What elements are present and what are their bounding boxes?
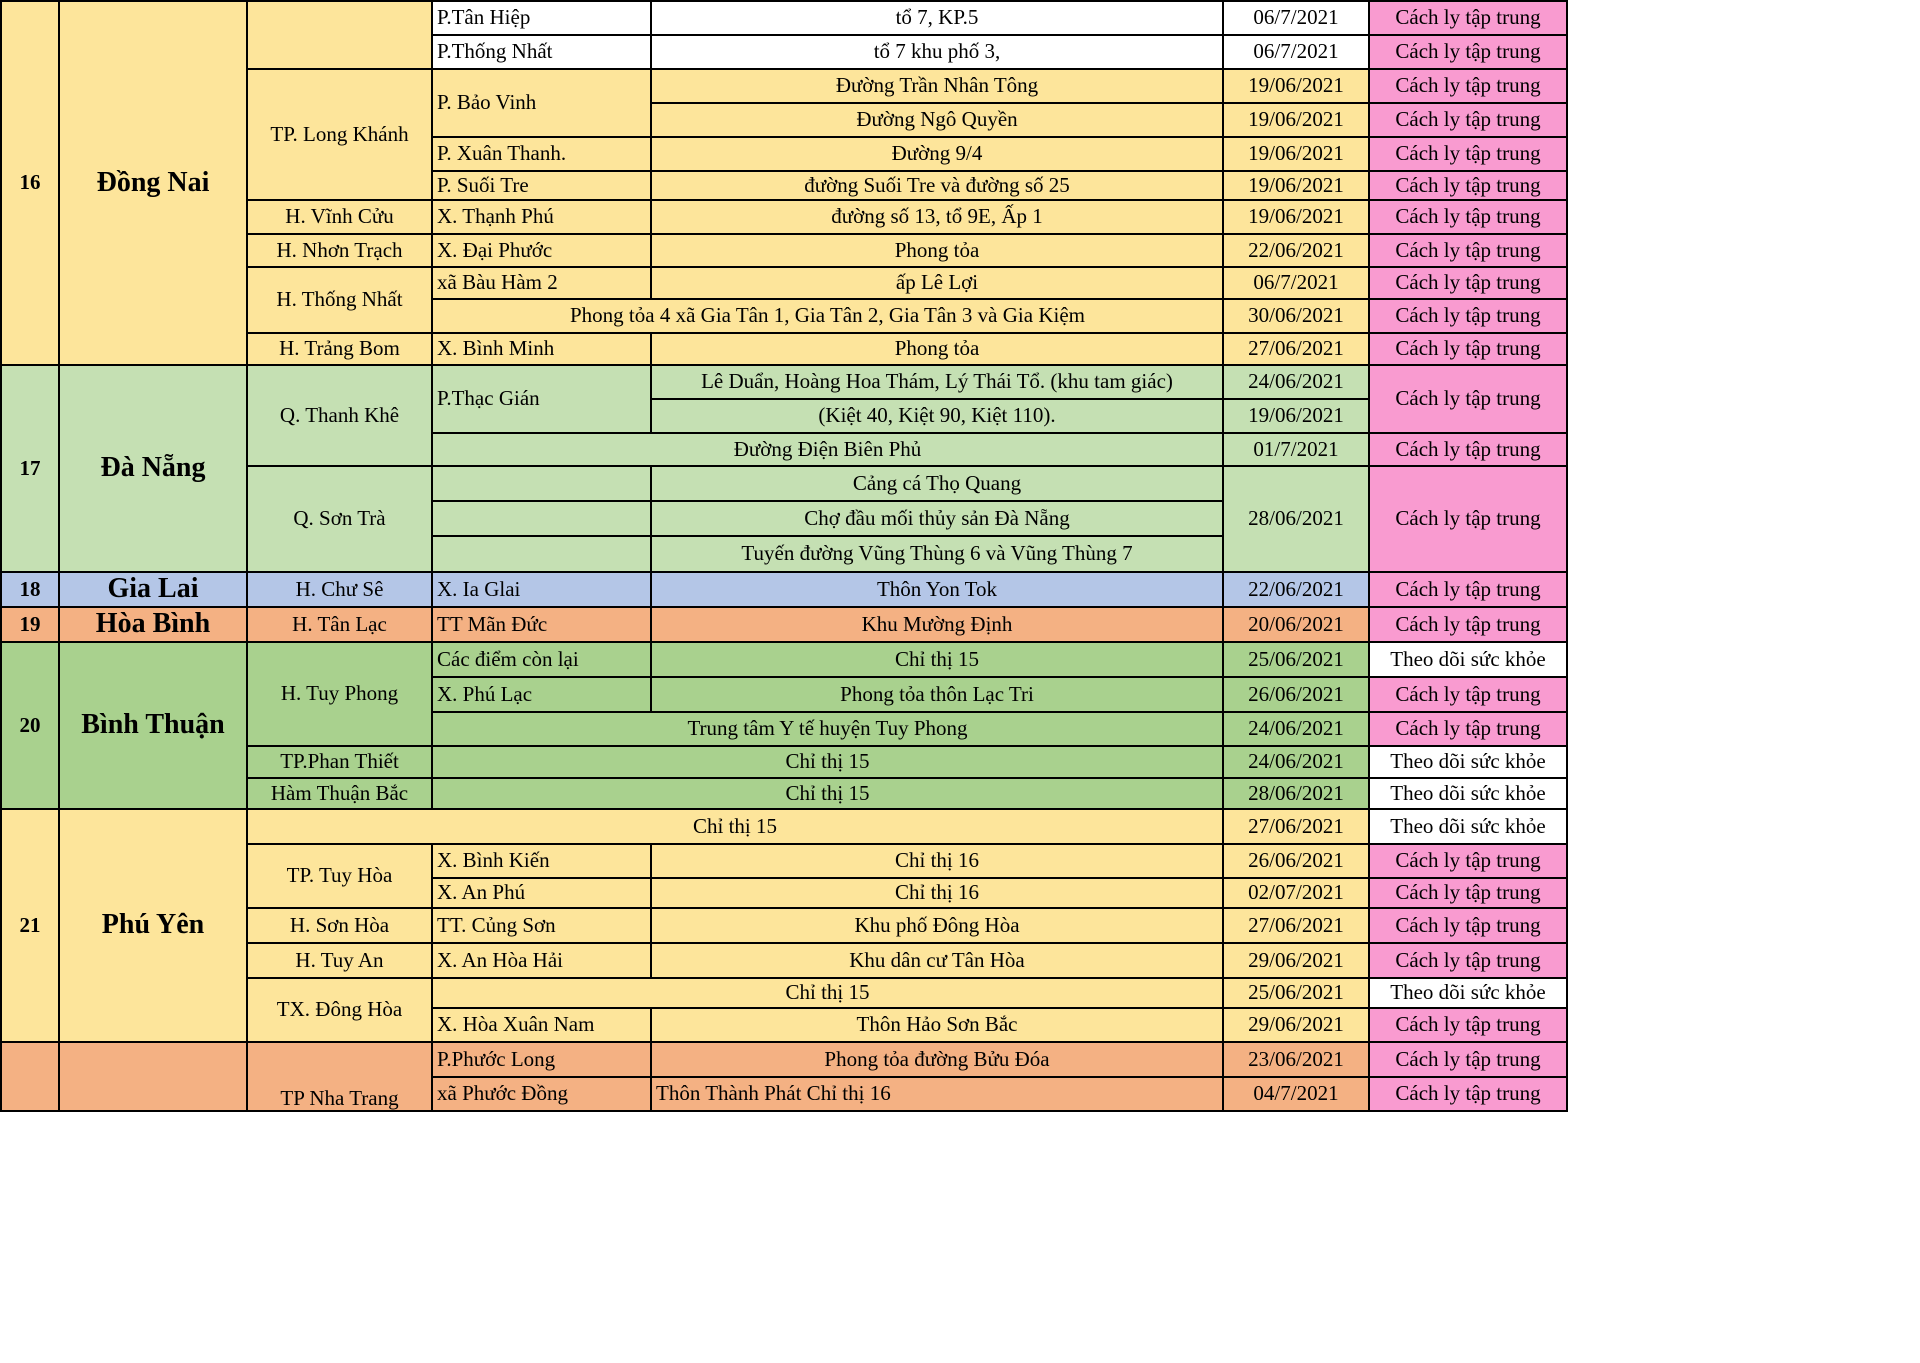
date-cell: 02/07/2021 (1223, 878, 1369, 908)
status-cell: Cách ly tập trung (1369, 69, 1567, 103)
location-cell: Tuyến đường Vũng Thùng 6 và Vũng Thùng 7 (651, 536, 1223, 572)
ward-cell: xã Bàu Hàm 2 (432, 267, 651, 299)
ward-cell: X. Phú Lạc (432, 677, 651, 712)
location-cell: Phong tỏa 4 xã Gia Tân 1, Gia Tân 2, Gia Tân 3 và Gia Kiệm (432, 299, 1223, 333)
date-cell: 19/06/2021 (1223, 69, 1369, 103)
ward-cell: P.Phước Long (432, 1042, 651, 1077)
ward-cell: X. An Hòa Hải (432, 943, 651, 978)
status-cell: Cách ly tập trung (1369, 35, 1567, 69)
date-cell: 29/06/2021 (1223, 943, 1369, 978)
table-row (1, 1, 1567, 35)
stt-cell: 17 (1, 365, 59, 572)
stt-cell: 20 (1, 642, 59, 809)
date-cell: 04/7/2021 (1223, 1077, 1369, 1111)
ward-cell: P.Thạc Gián (432, 365, 651, 433)
location-cell: Chỉ thị 15 (432, 978, 1223, 1008)
status-cell: Cách ly tập trung (1369, 712, 1567, 746)
status-cell: Cách ly tập trung (1369, 433, 1567, 466)
date-cell: 19/06/2021 (1223, 200, 1369, 234)
location-cell: đường Suối Tre và đường số 25 (651, 171, 1223, 200)
date-cell: 24/06/2021 (1223, 365, 1369, 399)
date-cell: 28/06/2021 (1223, 466, 1369, 572)
date-cell: 27/06/2021 (1223, 333, 1369, 365)
status-cell: Theo dõi sức khỏe (1369, 642, 1567, 677)
ward-cell: X. Đại Phước (432, 234, 651, 267)
ward-cell: P.Thống Nhất (432, 35, 651, 69)
location-cell: Đường 9/4 (651, 137, 1223, 171)
ward-cell: P. Xuân Thanh. (432, 137, 651, 171)
location-cell: Phong tỏa đường Bửu Đóa (651, 1042, 1223, 1077)
table-row (1, 1042, 1567, 1077)
stt-cell (1, 1042, 59, 1111)
date-cell: 20/06/2021 (1223, 607, 1369, 642)
status-cell: Cách ly tập trung (1369, 466, 1567, 572)
status-cell: Cách ly tập trung (1369, 333, 1567, 365)
location-cell: Chỉ thị 15 (432, 746, 1223, 778)
location-cell: Phong tỏa thôn Lạc Tri (651, 677, 1223, 712)
status-cell: Cách ly tập trung (1369, 234, 1567, 267)
stt-cell: 19 (1, 607, 59, 642)
date-cell: 27/06/2021 (1223, 908, 1369, 943)
date-cell: 06/7/2021 (1223, 1, 1369, 35)
ward-cell: X. Bình Minh (432, 333, 651, 365)
date-cell: 30/06/2021 (1223, 299, 1369, 333)
status-cell: Theo dõi sức khỏe (1369, 978, 1567, 1008)
location-cell: đường số 13, tổ 9E, Ấp 1 (651, 200, 1223, 234)
location-cell: Khu Mường Định (651, 607, 1223, 642)
date-cell: 19/06/2021 (1223, 171, 1369, 200)
district-cell: H. Chư Sê (247, 572, 432, 607)
province-cell: Đồng Nai (59, 1, 247, 365)
stt-cell: 21 (1, 809, 59, 1042)
date-cell: 19/06/2021 (1223, 399, 1369, 433)
ward-cell: xã Phước Đồng (432, 1077, 651, 1111)
location-cell: Lê Duẩn, Hoàng Hoa Thám, Lý Thái Tổ. (khu tam giác) (651, 365, 1223, 399)
date-cell: 24/06/2021 (1223, 712, 1369, 746)
province-cell (59, 1042, 247, 1111)
location-cell: Chỉ thị 15 (432, 778, 1223, 809)
ward-cell: TT Mãn Đức (432, 607, 651, 642)
ward-cell: X. Ia Glai (432, 572, 651, 607)
status-cell: Cách ly tập trung (1369, 1008, 1567, 1042)
status-cell: Cách ly tập trung (1369, 1042, 1567, 1077)
province-cell: Phú Yên (59, 809, 247, 1042)
status-cell: Cách ly tập trung (1369, 299, 1567, 333)
status-cell: Theo dõi sức khỏe (1369, 746, 1567, 778)
province-cell: Bình Thuận (59, 642, 247, 809)
location-cell: Cảng cá Thọ Quang (651, 466, 1223, 501)
status-cell: Cách ly tập trung (1369, 137, 1567, 171)
district-cell (247, 1, 432, 69)
status-cell: Cách ly tập trung (1369, 572, 1567, 607)
location-cell: Thôn Hảo Sơn Bắc (651, 1008, 1223, 1042)
location-cell: Chỉ thị 16 (651, 844, 1223, 878)
status-cell: Cách ly tập trung (1369, 844, 1567, 878)
status-cell: Cách ly tập trung (1369, 677, 1567, 712)
stt-cell: 18 (1, 572, 59, 607)
table-row (1, 572, 1567, 607)
status-cell: Theo dõi sức khỏe (1369, 809, 1567, 844)
district-cell: TP. Tuy Hòa (247, 844, 432, 908)
district-cell: H. Thống Nhất (247, 267, 432, 333)
district-cell: TX. Đông Hòa (247, 978, 432, 1042)
ward-cell: X. An Phú (432, 878, 651, 908)
date-cell: 06/7/2021 (1223, 35, 1369, 69)
table-row (1, 607, 1567, 642)
stt-cell: 16 (1, 1, 59, 365)
date-cell: 19/06/2021 (1223, 137, 1369, 171)
location-cell: Chợ đầu mối thủy sản Đà Nẵng (651, 501, 1223, 536)
location-cell: Đường Ngô Quyền (651, 103, 1223, 137)
ward-cell: P.Tân Hiệp (432, 1, 651, 35)
location-cell: Khu dân cư Tân Hòa (651, 943, 1223, 978)
ward-cell: P. Bảo Vinh (432, 69, 651, 137)
location-cell: Thôn Yon Tok (651, 572, 1223, 607)
date-cell: 22/06/2021 (1223, 572, 1369, 607)
date-cell: 25/06/2021 (1223, 642, 1369, 677)
date-cell: 19/06/2021 (1223, 103, 1369, 137)
ward-cell (432, 466, 651, 501)
ward-cell (432, 501, 651, 536)
date-cell: 26/06/2021 (1223, 677, 1369, 712)
district-cell: TP. Long Khánh (247, 69, 432, 200)
location-cell: tổ 7 khu phố 3, (651, 35, 1223, 69)
district-cell: H. Tuy Phong (247, 642, 432, 746)
date-cell: 27/06/2021 (1223, 809, 1369, 844)
location-cell: Đường Điện Biên Phủ (432, 433, 1223, 466)
district-cell: H. Vĩnh Cửu (247, 200, 432, 234)
date-cell: 29/06/2021 (1223, 1008, 1369, 1042)
table-row (1, 642, 1567, 677)
location-cell: Đường Trần Nhân Tông (651, 69, 1223, 103)
status-cell: Theo dõi sức khỏe (1369, 778, 1567, 809)
date-cell: 23/06/2021 (1223, 1042, 1369, 1077)
province-cell: Đà Nẵng (59, 365, 247, 572)
status-cell: Cách ly tập trung (1369, 1, 1567, 35)
district-cell: Q. Thanh Khê (247, 365, 432, 466)
ward-cell (432, 536, 651, 572)
province-cell: Hòa Bình (59, 607, 247, 642)
location-cell: (Kiệt 40, Kiệt 90, Kiệt 110). (651, 399, 1223, 433)
status-cell: Cách ly tập trung (1369, 908, 1567, 943)
table-row (1, 809, 1567, 844)
date-cell: 28/06/2021 (1223, 778, 1369, 809)
date-cell: 26/06/2021 (1223, 844, 1369, 878)
ward-cell: Các điểm còn lại (432, 642, 651, 677)
date-cell: 01/7/2021 (1223, 433, 1369, 466)
district-cell: H. Tân Lạc (247, 607, 432, 642)
ward-cell: P. Suối Tre (432, 171, 651, 200)
location-cell: tổ 7, KP.5 (651, 1, 1223, 35)
location-cell: Chỉ thị 15 (651, 642, 1223, 677)
location-cell: Chỉ thị 16 (651, 878, 1223, 908)
status-cell: Cách ly tập trung (1369, 1077, 1567, 1111)
district-cell: TP.Phan Thiết (247, 746, 432, 778)
location-cell: Phong tỏa (651, 333, 1223, 365)
date-cell: 22/06/2021 (1223, 234, 1369, 267)
district-cell: TP Nha Trang (247, 1042, 432, 1111)
location-cell: ấp Lê Lợi (651, 267, 1223, 299)
location-cell: Chỉ thị 15 (247, 809, 1223, 844)
location-cell: Trung tâm Y tế huyện Tuy Phong (432, 712, 1223, 746)
location-cell: Thôn Thành Phát Chỉ thị 16 (651, 1077, 1223, 1111)
ward-cell: X. Hòa Xuân Nam (432, 1008, 651, 1042)
status-cell: Cách ly tập trung (1369, 171, 1567, 200)
status-cell: Cách ly tập trung (1369, 878, 1567, 908)
district-cell: H. Trảng Bom (247, 333, 432, 365)
district-cell: H. Sơn Hòa (247, 908, 432, 943)
ward-cell: X. Bình Kiến (432, 844, 651, 878)
province-cell: Gia Lai (59, 572, 247, 607)
date-cell: 06/7/2021 (1223, 267, 1369, 299)
status-cell: Cách ly tập trung (1369, 267, 1567, 299)
table-row (1, 365, 1567, 399)
status-cell: Cách ly tập trung (1369, 103, 1567, 137)
district-cell: Hàm Thuận Bắc (247, 778, 432, 809)
district-cell: H. Nhơn Trạch (247, 234, 432, 267)
ward-cell: X. Thạnh Phú (432, 200, 651, 234)
location-cell: Khu phố Đông Hòa (651, 908, 1223, 943)
status-cell: Cách ly tập trung (1369, 365, 1567, 433)
district-cell: H. Tuy An (247, 943, 432, 978)
district-cell: Q. Sơn Trà (247, 466, 432, 572)
status-cell: Cách ly tập trung (1369, 943, 1567, 978)
date-cell: 24/06/2021 (1223, 746, 1369, 778)
ward-cell: TT. Củng Sơn (432, 908, 651, 943)
location-cell: Phong tỏa (651, 234, 1223, 267)
status-cell: Cách ly tập trung (1369, 200, 1567, 234)
date-cell: 25/06/2021 (1223, 978, 1369, 1008)
status-cell: Cách ly tập trung (1369, 607, 1567, 642)
